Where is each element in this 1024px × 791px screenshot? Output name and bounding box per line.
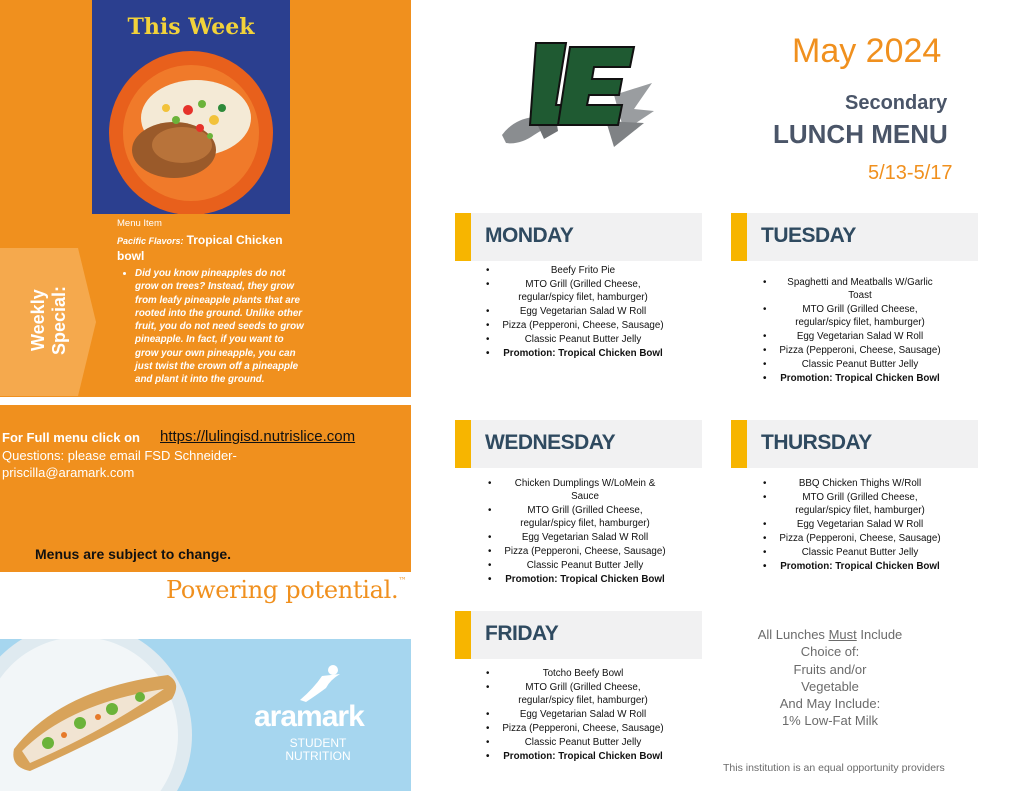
questions-contact: Questions: please email FSD Schneider-priscilla@aramark.com — [2, 448, 237, 480]
subject-to-change-note: Menus are subject to change. — [35, 546, 232, 562]
list-item: • Egg Vegetarian Salad W Roll — [763, 330, 924, 342]
thursday-header — [731, 420, 978, 468]
list-item: • Classic Peanut Butter Jelly — [486, 333, 642, 345]
list-item: • Egg Vegetarian Salad W Roll — [486, 708, 647, 720]
powering-potential-tagline — [166, 576, 406, 604]
wednesday-label: WEDNESDAY — [485, 431, 616, 454]
day-accent-bar — [731, 420, 747, 468]
monday-label: MONDAY — [485, 224, 574, 247]
monday-header — [455, 213, 702, 261]
weekly-special-details — [117, 218, 307, 387]
tuesday-header — [731, 213, 978, 261]
promotion-item: • Promotion: Tropical Chicken Bowl — [486, 347, 663, 359]
promotion-item: • Promotion: Tropical Chicken Bowl — [488, 573, 665, 585]
list-item: • Chicken Dumplings W/LoMein & Sauce — [488, 478, 656, 502]
logo-letters: LE — [552, 94, 555, 96]
weekly-special-label: Weekly Special: — [28, 285, 69, 355]
thursday-label: THURSDAY — [761, 431, 872, 454]
list-item: • Egg Vegetarian Salad W Roll — [486, 305, 647, 317]
this-week-title: This Week — [127, 14, 255, 40]
list-item: • Classic Peanut Butter Jelly — [486, 736, 642, 748]
wednesday-menu-list — [490, 478, 670, 588]
equal-opportunity-statement: This institution is an equal opportunity providers — [723, 762, 945, 774]
list-item: • MTO Grill (Grilled Cheese, regular/spicy filet, hamburger) — [488, 504, 650, 529]
student-text: STUDENT — [289, 736, 347, 750]
day-accent-bar — [455, 611, 471, 659]
student-nutrition-label — [282, 737, 354, 763]
friday-header — [455, 611, 702, 659]
secondary-label: Secondary — [845, 92, 948, 114]
month-title: May 2024 — [792, 32, 942, 70]
menu-item-name — [117, 233, 307, 265]
list-item: • MTO Grill (Grilled Cheese, regular/spicy filet, hamburger) — [486, 681, 648, 706]
list-item: • Egg Vegetarian Salad W Roll — [488, 531, 649, 543]
list-item: • MTO Grill (Grilled Cheese, regular/spicy filet, hamburger) — [763, 491, 925, 516]
friday-label: FRIDAY — [485, 622, 559, 645]
menu-item-prefix: Pacific Flavors: — [117, 236, 184, 246]
list-item: • Beefy Frito Pie — [486, 265, 616, 276]
list-item: • Egg Vegetarian Salad W Roll — [763, 518, 924, 530]
friday-menu-list — [488, 668, 668, 765]
trademark-mark: ™ — [398, 576, 407, 585]
monday-menu-list — [488, 265, 668, 362]
promotion-item: • Promotion: Tropical Chicken Bowl — [763, 372, 940, 384]
list-item: • Classic Peanut Butter Jelly — [488, 559, 644, 571]
list-item: • Pizza (Pepperoni, Cheese, Sausage) — [763, 344, 941, 356]
list-item: • Totcho Beefy Bowl — [486, 668, 624, 679]
week-dates: 5/13-5/17 — [868, 162, 953, 184]
wednesday-header — [455, 420, 702, 468]
school-logo-eagle-icon — [494, 35, 656, 163]
requirement-line: Choice of: — [800, 644, 860, 660]
list-item: • BBQ Chicken Thighs W/Roll — [763, 478, 922, 489]
day-accent-bar — [731, 213, 747, 261]
bowl-photo — [92, 0, 290, 214]
lunch-menu-title: LUNCH MENU — [773, 119, 948, 149]
must-underlined: Must — [828, 627, 857, 642]
day-accent-bar — [455, 213, 471, 261]
list-item: • Classic Peanut Butter Jelly — [763, 358, 919, 370]
lunch-requirements — [740, 626, 920, 730]
tuesday-menu-list — [765, 277, 945, 387]
list-item: • MTO Grill (Grilled Cheese, regular/spicy filet, hamburger) — [763, 303, 925, 328]
requirement-line: All Lunches Must Include — [757, 627, 903, 642]
promotion-item: • Promotion: Tropical Chicken Bowl — [486, 750, 663, 762]
list-item: • Pizza (Pepperoni, Cheese, Sausage) — [763, 532, 941, 544]
list-item: • Pizza (Pepperoni, Cheese, Sausage) — [486, 722, 664, 734]
menu-item-title: Tropical Chicken bowl — [117, 233, 283, 263]
list-item: • MTO Grill (Grilled Cheese, regular/spicy filet, hamburger) — [486, 278, 648, 303]
list-item: • Pizza (Pepperoni, Cheese, Sausage) — [486, 319, 664, 331]
requirement-line: Fruits and/or — [793, 661, 867, 677]
list-item: • Spaghetti and Meatballs W/Garlic Toast — [763, 277, 933, 301]
list-item: • Classic Peanut Butter Jelly — [763, 546, 919, 558]
list-item: • Pizza (Pepperoni, Cheese, Sausage) — [488, 545, 666, 557]
aramark-figure-icon — [296, 664, 346, 704]
tuesday-label: TUESDAY — [761, 224, 856, 247]
menu-item-label: Menu Item — [117, 218, 162, 229]
requirement-line: And May Include: — [779, 696, 881, 712]
full-menu-text: For Full menu click on — [2, 430, 140, 445]
thursday-menu-list — [765, 478, 945, 575]
requirement-line: Vegetable — [801, 678, 859, 694]
pineapple-fact: • Did you know pineapples do not grow on trees? Instead, they grow from leafy pineapple plants that are rooted into the ground. Unlike other fruit, you do not need seeds to grow pineapple. In fact, if you want to grow your own pineapple, you can just twist the crown off a pineapple and plant it into the ground. — [135, 267, 307, 387]
promotion-item: • Promotion: Tropical Chicken Bowl — [763, 560, 940, 572]
aramark-logo: aramark — [254, 700, 364, 733]
full-menu-link[interactable]: https://lulingisd.nutrislice.com — [160, 428, 356, 445]
requirement-line: 1% Low-Fat Milk — [781, 713, 879, 729]
day-accent-bar — [455, 420, 471, 468]
powering-text: Powering potential. — [166, 576, 399, 604]
pineapple-fact-list — [117, 267, 307, 387]
nutrition-text: NUTRITION — [285, 749, 351, 763]
